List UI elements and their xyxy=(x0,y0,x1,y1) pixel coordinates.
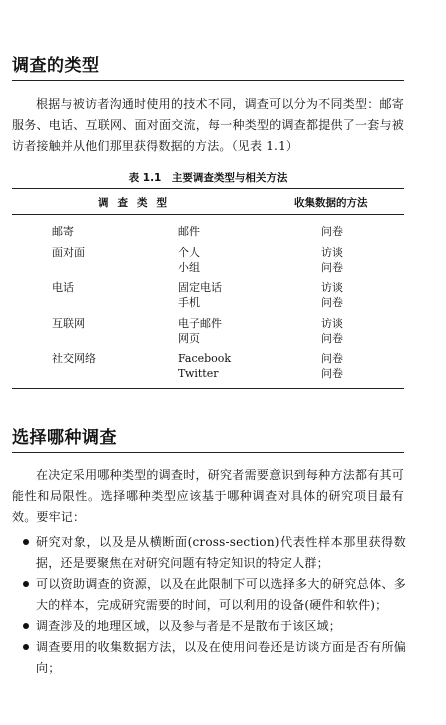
row-category: 电话 xyxy=(52,281,74,294)
row-category: 社交网络 xyxy=(52,352,96,365)
table-top-rule xyxy=(12,188,404,189)
intro-paragraph: 根据与被访者沟通时使用的技术不同，调查可以分为不同类型：邮寄服务、电话、互联网、面对面交流，每一种类型的调查都提供了一套与被访者接触并从他们那里获得数据的方法。（见表 1.1） xyxy=(12,97,404,153)
section-rule xyxy=(12,80,404,81)
type-cell: 固定电话 xyxy=(178,281,222,294)
row-types xyxy=(178,280,222,310)
table-header-type: 调查类型 xyxy=(98,197,176,209)
list-item xyxy=(36,532,406,574)
bullet-icon xyxy=(23,581,29,587)
type-cell: 手机 xyxy=(178,296,200,309)
method-cell: 访谈 xyxy=(321,246,343,259)
table-header-rule xyxy=(12,214,404,215)
row-methods xyxy=(321,245,343,275)
type-cell: 邮件 xyxy=(178,225,200,238)
row-category: 邮寄 xyxy=(52,225,74,238)
row-category: 面对面 xyxy=(52,246,85,259)
list-item-text: 可以资助调查的资源，以及在此限制下可以选择多大的研究总体、多大的样本，完成研究需要的时间，可以利用的设备(硬件和软件)； xyxy=(36,577,406,612)
table-caption: 表 1.1 主要调查类型与相关方法 xyxy=(128,172,288,184)
row-types xyxy=(178,245,200,275)
row-methods xyxy=(321,224,343,239)
method-cell: 访谈 xyxy=(321,281,343,294)
row-methods xyxy=(321,316,343,346)
method-cell: 问卷 xyxy=(321,261,343,274)
row-methods xyxy=(321,351,343,381)
list-item-text: 调查涉及的地理区域，以及参与者是不是散布于该区域； xyxy=(36,619,342,633)
type-cell: 电子邮件 xyxy=(178,317,222,330)
bullet-icon xyxy=(23,539,29,545)
section-rule xyxy=(12,452,404,453)
list-item xyxy=(36,574,406,616)
type-cell: 网页 xyxy=(178,332,200,345)
type-cell: Twitter xyxy=(178,367,219,380)
row-methods xyxy=(321,280,343,310)
type-cell: Facebook xyxy=(178,352,232,365)
table-bottom-rule xyxy=(12,388,404,389)
list-item xyxy=(36,616,406,637)
considerations-list xyxy=(36,532,406,679)
type-cell: 个人 xyxy=(178,246,200,259)
section-title-choose-survey: 选择哪种调查 xyxy=(12,428,117,448)
table-header-method: 收集数据的方法 xyxy=(294,197,368,209)
type-cell: 小组 xyxy=(178,261,200,274)
row-category: 互联网 xyxy=(52,317,85,330)
row-types xyxy=(178,224,200,239)
method-cell: 问卷 xyxy=(321,352,343,365)
row-types xyxy=(178,316,222,346)
choose-paragraph: 在决定采用哪种类型的调查时，研究者需要意识到每种方法都有其可能性和局限性。选择哪种类型应该基于哪种调查对具体的研究项目最有效。要牢记： xyxy=(12,468,404,524)
list-item-text: 研究对象，以及是从横断面(cross-section)代表性样本那里获得数据，还是要聚焦在对研究问题有特定知识的特定人群； xyxy=(36,535,406,570)
list-item xyxy=(36,637,406,679)
method-cell: 问卷 xyxy=(321,332,343,345)
method-cell: 问卷 xyxy=(321,225,343,238)
method-cell: 问卷 xyxy=(321,296,343,309)
bullet-icon xyxy=(23,623,29,629)
bullet-icon xyxy=(23,644,29,650)
method-cell: 访谈 xyxy=(321,317,343,330)
row-types xyxy=(178,351,231,381)
method-cell: 问卷 xyxy=(321,367,343,380)
list-item-text: 调查要用的收集数据方法，以及在使用问卷还是访谈方面是否有所偏向； xyxy=(36,640,406,675)
section-title-survey-types: 调查的类型 xyxy=(12,56,100,76)
